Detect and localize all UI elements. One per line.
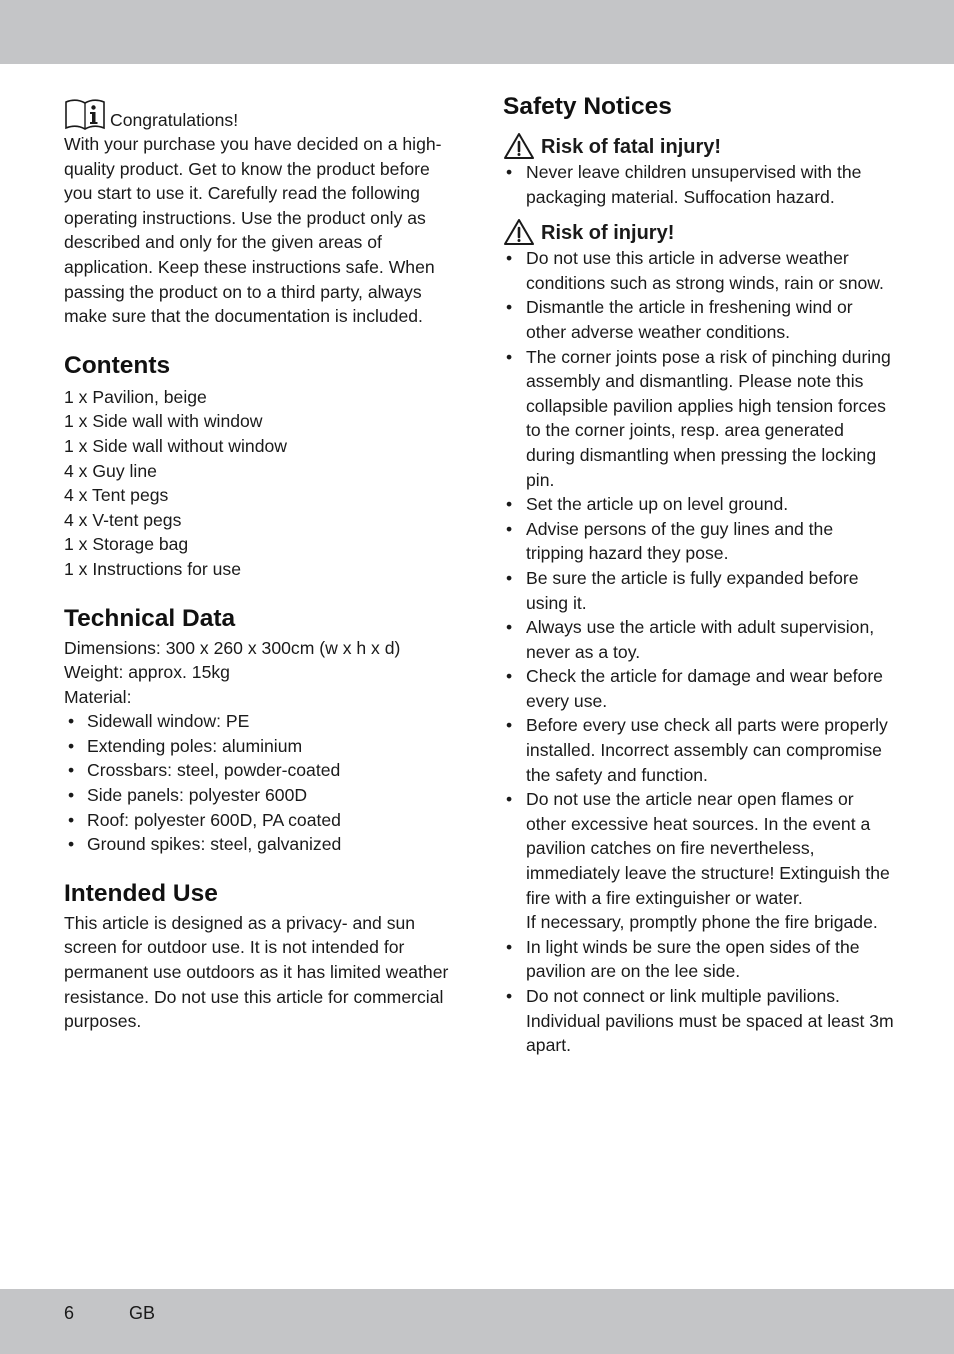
fatal-injury-heading	[503, 132, 895, 160]
injury-list	[503, 246, 895, 1058]
list-item: • Be sure the article is fully expanded before using it.	[503, 566, 895, 615]
list-item: 4 x Tent pegs	[64, 485, 169, 506]
list-item: 1 x Instructions for use	[64, 558, 241, 579]
right-column	[503, 92, 895, 1058]
info-book-icon	[64, 98, 106, 132]
list-item: 4 x V-tent pegs	[64, 509, 182, 530]
contents-heading: Contents	[64, 351, 171, 379]
list-item: • In light winds be sure the open sides of the pavilion are on the lee side.	[503, 935, 895, 984]
list-item: • Ground spikes: steel, galvanized	[64, 832, 456, 857]
technical-data-heading: Technical Data	[64, 604, 236, 632]
intended-use-heading: Intended Use	[64, 879, 218, 907]
list-item: • Crossbars: steel, powder-coated	[64, 758, 456, 783]
list-item: • Check the article for damage and wear before every use.	[503, 664, 895, 713]
warning-triangle-icon	[503, 132, 535, 160]
list-item: • Set the article up on level ground.	[503, 492, 895, 517]
header-band	[0, 0, 954, 64]
list-item: 1 x Storage bag	[64, 534, 189, 555]
materials-list	[64, 709, 456, 857]
list-item: • Do not use the article near open flames or other excessive heat sources. In the event a pavilion catches on fire nevertheless, immediately leave the structure! Extinguish the fire with a fire extinguisher or water.	[503, 787, 895, 910]
list-item: • Extending poles: aluminium	[64, 734, 456, 759]
list-item: • The corner joints pose a risk of pinching during assembly and dismantling. Please note this collapsible pavilion applies high tension forces to the corner joints, resp. area generated during dismantling when pressing the locking pin.	[503, 345, 895, 493]
intro-title: Congratulations!	[110, 110, 239, 130]
weight-text: Weight: approx. 15kg	[64, 662, 230, 683]
fatal-injury-list	[503, 160, 895, 209]
list-item: • Do not use this article in adverse weather conditions such as strong winds, rain or snow.	[503, 246, 895, 295]
intended-use-text: This article is designed as a privacy- and sun screen for outdoor use. It is not intended for permanent use outdoors as it has limited weather resistance. Do not use this article for commercial purposes.	[64, 912, 449, 1032]
contents-list	[64, 385, 456, 582]
language-code: GB	[129, 1303, 156, 1323]
material-label: Material:	[64, 686, 132, 707]
injury-title: Risk of injury!	[541, 222, 675, 245]
list-item: • Roof: polyester 600D, PA coated	[64, 808, 456, 833]
list-item-continuation: If necessary, promptly phone the fire brigade.	[526, 912, 878, 933]
list-item: • Never leave children unsupervised with the packaging material. Suffocation hazard.	[503, 160, 895, 209]
list-item: 1 x Side wall without window	[64, 435, 287, 456]
list-item: 1 x Pavilion, beige	[64, 386, 207, 407]
list-item: • Side panels: polyester 600D	[64, 783, 456, 808]
intro-heading	[64, 92, 456, 132]
safety-notices-heading: Safety Notices	[503, 93, 672, 120]
injury-heading	[503, 218, 895, 246]
list-item: • Before every use check all parts were properly installed. Incorrect assembly can compromise the safety and function.	[503, 713, 895, 787]
left-column	[64, 92, 456, 1034]
list-item: 4 x Guy line	[64, 460, 157, 481]
page-number: 6	[64, 1303, 75, 1323]
list-item: • Do not connect or link multiple pavilions. Individual pavilions must be spaced at least 3m apart.	[503, 984, 895, 1058]
list-item: • Always use the article with adult supervision, never as a toy.	[503, 615, 895, 664]
list-item: • Dismantle the article in freshening wind or other adverse weather conditions.	[503, 295, 895, 344]
dimensions-text: Dimensions: 300 x 260 x 300cm (w x h x d)	[64, 637, 401, 658]
list-item: • Advise persons of the guy lines and the tripping hazard they pose.	[503, 517, 895, 566]
warning-triangle-icon	[503, 218, 535, 246]
list-item: 1 x Side wall with window	[64, 411, 263, 432]
intro-text: With your purchase you have decided on a high-quality product. Get to know the product before you start to use it. Carefully read the following operating instructions. Use the product only as described and only for the given areas of application. Keep these instructions safe. When passing the product on to a third party, always make sure that the documentation is included.	[64, 134, 442, 327]
fatal-injury-title: Risk of fatal injury!	[541, 136, 722, 158]
list-item: • Sidewall window: PE	[64, 709, 456, 734]
